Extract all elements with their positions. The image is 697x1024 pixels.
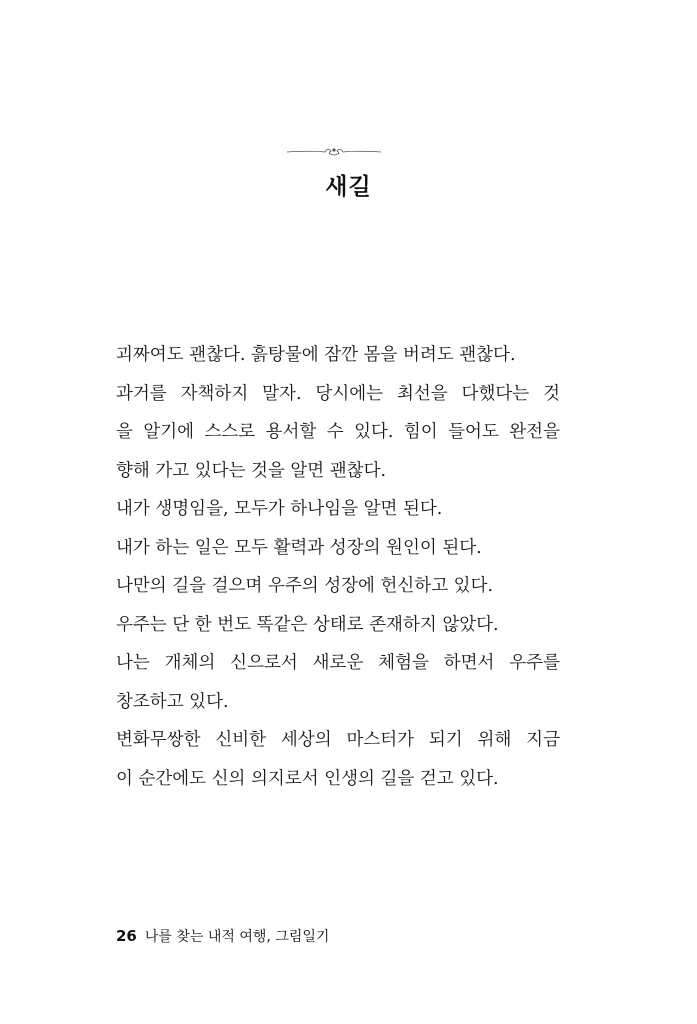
text-line: 나는 개체의 신으로서 새로운 체험을 하면서 우주를 [116, 653, 560, 673]
body-text [116, 336, 560, 798]
title-ornament-icon [285, 144, 383, 160]
text-line: 이 순간에도 신의 의지로서 인생의 길을 걷고 있다. [116, 768, 499, 789]
text-line: 향해 가고 있다는 것을 알면 괜찮다. [116, 460, 387, 481]
page-footer [116, 926, 329, 946]
page-number: 26 [116, 927, 137, 945]
text-line: 내가 생명임을, 모두가 하나임을 알면 된다. [116, 499, 443, 519]
book-title: 나를 찾는 내적 여행, 그림일기 [144, 929, 330, 945]
text-line: 과거를 자책하지 말자. 당시에는 최선을 다했다는 것 [116, 383, 560, 404]
text-line: 변화무쌍한 신비한 세상의 마스터가 되기 위해 지금 [116, 730, 560, 750]
text-line: 창조하고 있다. [116, 691, 229, 712]
text-line: 나만의 길을 걸으며 우주의 성장에 헌신하고 있다. [116, 576, 494, 596]
text-line: 우주는 단 한 번도 똑같은 상태로 존재하지 않았다. [116, 614, 499, 635]
page-title: 새길 [325, 174, 372, 200]
text-line: 내가 하는 일은 모두 활력과 성장의 원인이 된다. [116, 537, 482, 558]
text-line: 괴짜여도 괜찮다. 흙탕물에 잠깐 몸을 버려도 괜찮다. [116, 345, 516, 365]
text-line: 을 알기에 스스로 용서할 수 있다. 힘이 들어도 완전을 [116, 422, 560, 442]
